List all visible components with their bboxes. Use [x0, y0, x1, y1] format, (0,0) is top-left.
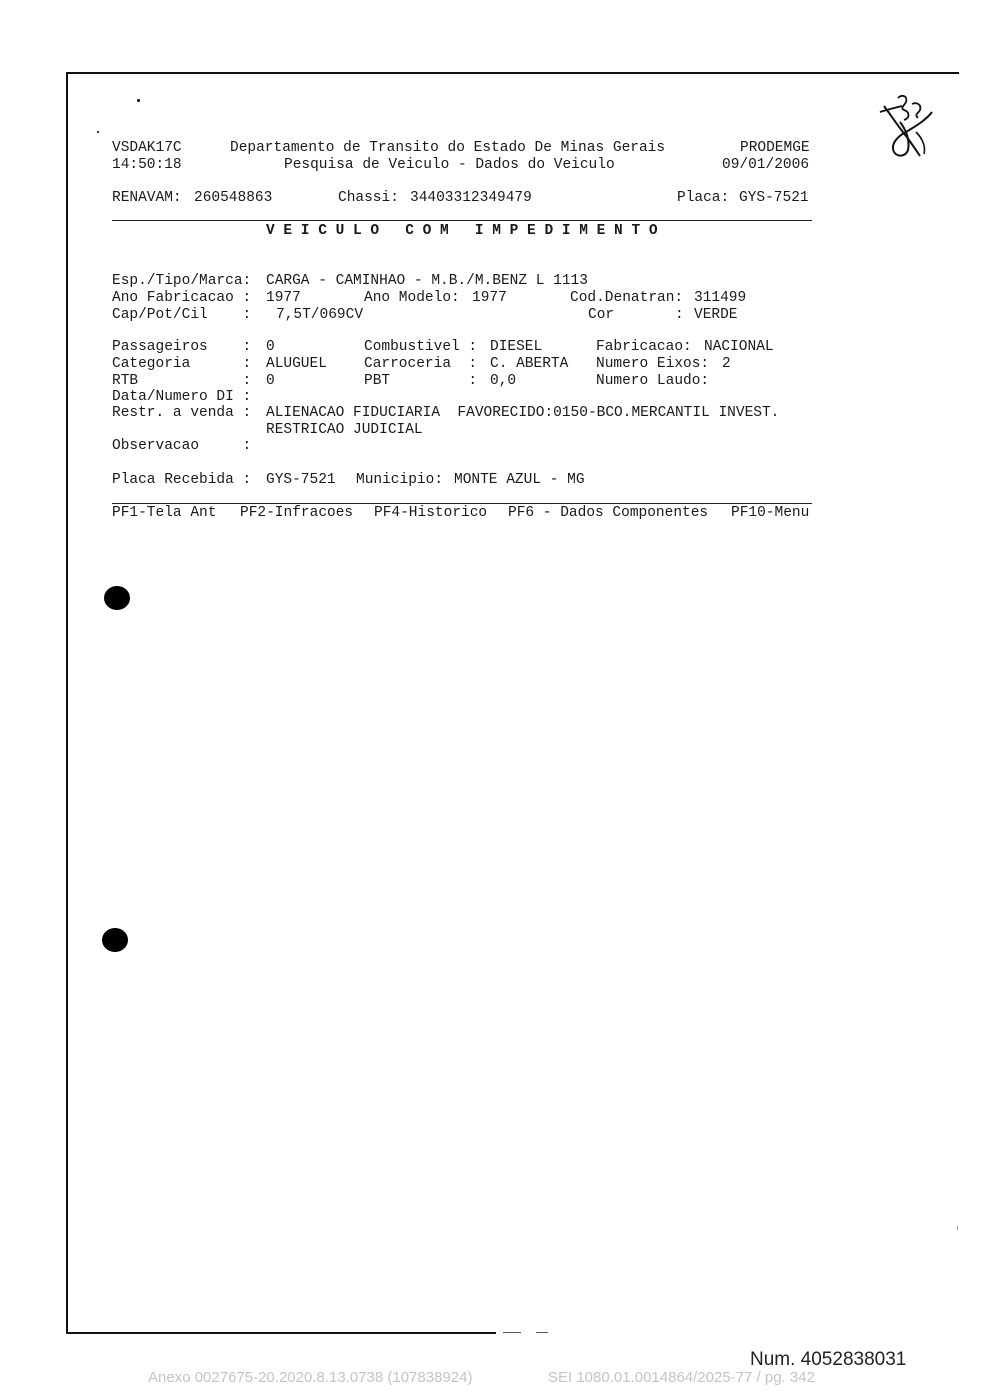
pf1-key: PF1-Tela Ant: [112, 505, 217, 521]
screen-title: Pesquisa de Veiculo - Dados do Veiculo: [284, 157, 615, 173]
pf2-key: PF2-Infracoes: [240, 505, 354, 521]
cod-denatran-label: Cod.Denatran:: [570, 290, 684, 306]
scan-mark: [957, 1226, 958, 1230]
pbt-value: 0,0: [490, 373, 517, 389]
cor-label: Cor :: [588, 307, 684, 323]
divider: [112, 503, 812, 504]
chassi-label: Chassi:: [338, 190, 399, 206]
cor-value: VERDE: [694, 307, 738, 323]
document-number: Num. 4052838031: [750, 1349, 907, 1370]
placa-label: Placa:: [677, 190, 730, 206]
restr-value-1: ALIENACAO FIDUCIARIA FAVORECIDO:0150-BCO.MERCANTIL INVEST.: [266, 405, 780, 421]
pbt-label: PBT :: [364, 373, 478, 389]
placa-value: GYS-7521: [739, 190, 809, 206]
report-date: 09/01/2006: [722, 157, 810, 173]
system-code: VSDAK17C: [112, 140, 182, 156]
passageiros-label: Passageiros :: [112, 339, 252, 355]
pf4-key: PF4-Historico: [374, 505, 488, 521]
municipio-label: Municipio:: [356, 472, 444, 488]
pf10-key: PF10-Menu: [731, 505, 810, 521]
punch-hole: [102, 928, 128, 952]
page-frame-bottom: [66, 1332, 496, 1334]
annex-reference: Anexo 0027675-20.2020.8.13.0738 (107838924): [148, 1369, 473, 1386]
ano-modelo-value: 1977: [472, 290, 507, 306]
ano-fab-value: 1977: [266, 290, 301, 306]
data-di-label: Data/Numero DI :: [112, 389, 252, 405]
carroceria-value: C. ABERTA: [490, 356, 569, 372]
page-frame-top: [66, 72, 959, 74]
page-frame-bottom-dash: [536, 1332, 548, 1333]
divider: [112, 220, 812, 221]
renavam-value: 260548863: [194, 190, 273, 206]
rtb-label: RTB :: [112, 373, 252, 389]
chassi-value: 34403312349479: [410, 190, 532, 206]
cap-value: 7,5T/069CV: [276, 307, 364, 323]
esp-label: Esp./Tipo/Marca:: [112, 273, 252, 289]
restr-label: Restr. a venda :: [112, 405, 252, 421]
renavam-label: RENAVAM:: [112, 190, 182, 206]
placa-recebida-value: GYS-7521: [266, 472, 336, 488]
speck: [97, 131, 99, 133]
impediment-banner: V E I C U L O C O M I M P E D I M E N T O: [266, 223, 658, 239]
municipio-value: MONTE AZUL - MG: [454, 472, 585, 488]
combustivel-label: Combustivel :: [364, 339, 478, 355]
report-time: 14:50:18: [112, 157, 182, 173]
org-name: PRODEMGE: [740, 140, 810, 156]
cap-label: Cap/Pot/Cil :: [112, 307, 252, 323]
observacao-label: Observacao :: [112, 438, 252, 454]
restr-value-2: RESTRICAO JUDICIAL: [266, 422, 423, 438]
page-frame-bottom-dash: [503, 1332, 521, 1333]
eixos-value: 2: [722, 356, 731, 372]
department-title: Departamento de Transito do Estado De Minas Gerais: [230, 140, 666, 156]
eixos-label: Numero Eixos:: [596, 356, 710, 372]
esp-value: CARGA - CAMINHAO - M.B./M.BENZ L 1113: [266, 273, 588, 289]
pf6-key: PF6 - Dados Componentes: [508, 505, 709, 521]
laudo-label: Numero Laudo:: [596, 373, 710, 389]
passageiros-value: 0: [266, 339, 275, 355]
handwritten-signature: [876, 92, 938, 164]
page-frame-left: [66, 72, 68, 1334]
carroceria-label: Carroceria :: [364, 356, 478, 372]
categoria-label: Categoria :: [112, 356, 252, 372]
combustivel-value: DIESEL: [490, 339, 543, 355]
ano-modelo-label: Ano Modelo:: [364, 290, 460, 306]
speck: [137, 99, 140, 102]
fabricacao-label: Fabricacao:: [596, 339, 692, 355]
ano-fab-label: Ano Fabricacao :: [112, 290, 252, 306]
rtb-value: 0: [266, 373, 275, 389]
cod-denatran-value: 311499: [694, 290, 747, 306]
placa-recebida-label: Placa Recebida :: [112, 472, 252, 488]
punch-hole: [104, 586, 130, 610]
fabricacao-value: NACIONAL: [704, 339, 774, 355]
sei-reference: SEI 1080.01.0014864/2025-77 / pg. 342: [548, 1369, 815, 1386]
categoria-value: ALUGUEL: [266, 356, 327, 372]
